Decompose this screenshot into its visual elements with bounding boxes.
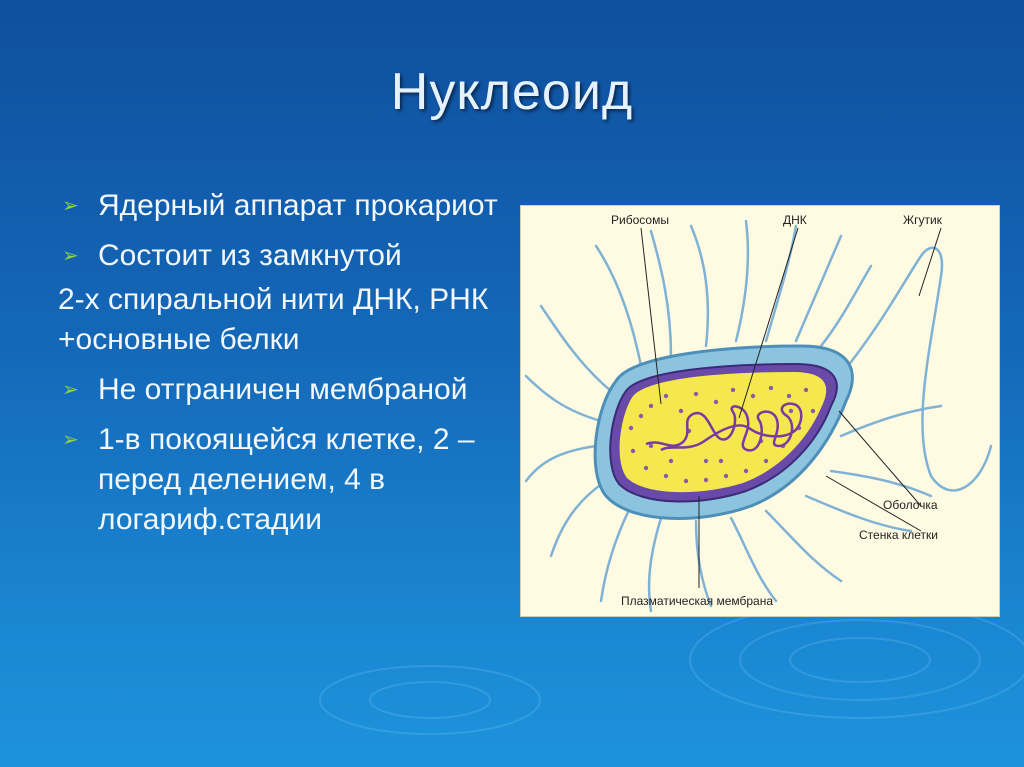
label-flagellum: Жгутик <box>903 213 942 227</box>
chevron-bullet-icon: ➢ <box>62 245 79 267</box>
chevron-bullet-icon: ➢ <box>62 379 79 401</box>
bacterium-illustration <box>521 206 999 616</box>
label-ribosomes: Рибосомы <box>611 213 669 227</box>
chevron-bullet-icon: ➢ <box>62 429 79 451</box>
bullet-item <box>58 420 508 540</box>
label-capsule: Оболочка <box>883 498 938 512</box>
bullet-item <box>58 186 508 226</box>
label-plasma-membrane: Плазматическая мембрана <box>621 594 774 608</box>
label-dna: ДНК <box>783 213 807 227</box>
bullet-text: Состоит из замкнутой <box>98 239 402 272</box>
bullet-item <box>58 236 508 276</box>
bullet-text: Не отграничен мембраной <box>98 373 468 406</box>
plain-text-item <box>58 280 508 360</box>
label-cell-wall: Стенка клетки <box>859 528 938 542</box>
bullet-list <box>58 186 508 550</box>
bullet-item <box>58 370 508 410</box>
chevron-bullet-icon: ➢ <box>62 195 79 217</box>
bullet-text: 1-в покоящейся клетке, 2 – перед делением, 4 в логариф.стадии <box>98 423 475 536</box>
slide-title: Нуклеоид <box>390 63 634 121</box>
bacterium-diagram <box>520 205 1000 617</box>
bullet-text: 2-х спиральной нити ДНК, РНК +основные белки <box>58 283 489 356</box>
bullet-text: Ядерный аппарат прокариот <box>98 189 498 222</box>
